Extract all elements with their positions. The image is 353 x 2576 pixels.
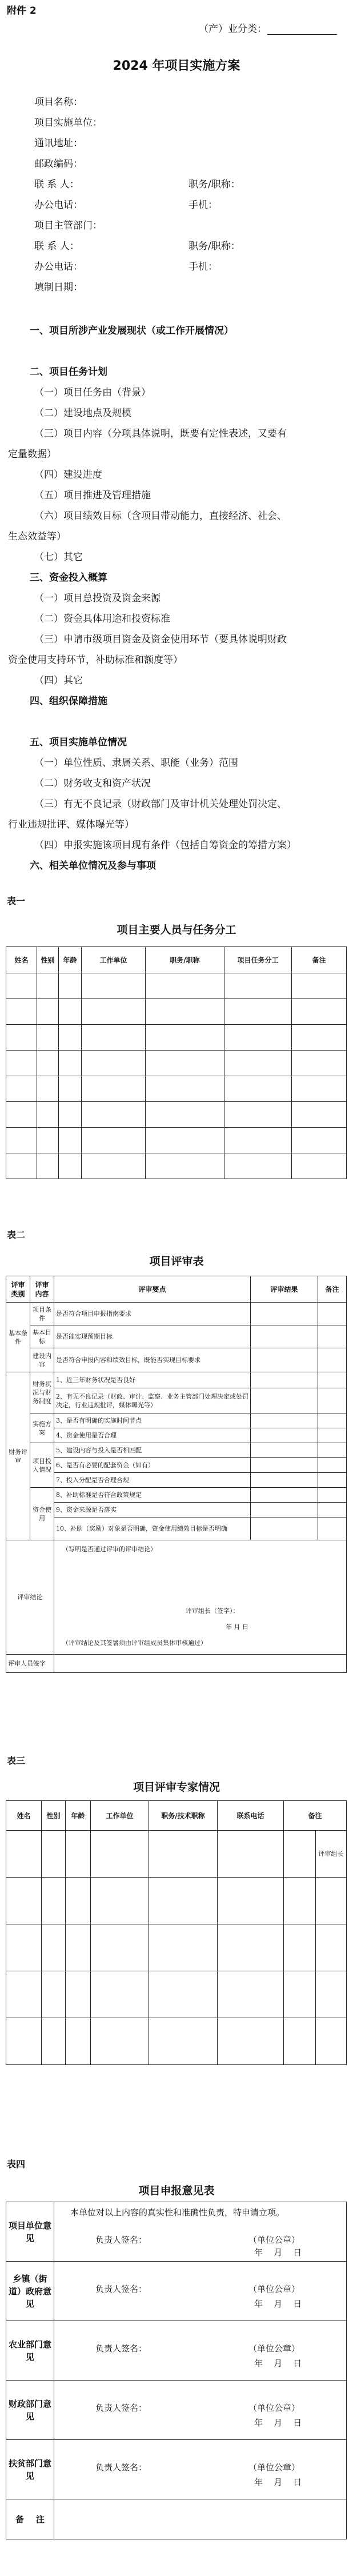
- table3: [6, 1800, 347, 2065]
- review-point: 8、补助标准是否符合政策规定: [54, 1488, 251, 1503]
- review-item: 基本目标: [30, 1325, 54, 1348]
- review-item: 财务状况与财务制度: [30, 1372, 54, 1413]
- outline-item: 生态效益等）: [8, 531, 66, 542]
- table-row: [6, 1517, 347, 1540]
- outline-item: 资金使用支持环节，补助标准和额度等）: [8, 654, 183, 666]
- table1-label: 表一: [7, 896, 26, 906]
- outline-item: （二）建设地点及规模: [34, 408, 131, 419]
- review-point: 10、补助（奖励）对象是否明确，资金使用绩效目标是否明确: [54, 1517, 251, 1540]
- section-heading: 一、项目所涉产业发展现状（或工作开展情况）: [30, 325, 234, 337]
- opinion-date: 年 月 日: [254, 2247, 302, 2258]
- section-heading: 二、项目任务计划: [30, 366, 107, 378]
- info-field: 手机：: [188, 199, 218, 211]
- table-row: [6, 2202, 347, 2262]
- table-row: [6, 1971, 347, 2018]
- attachment-label: 附件 2: [7, 5, 37, 17]
- table1-title: 项目主要人员与任务分工: [117, 924, 236, 936]
- table3-header: 联系电话: [218, 1801, 284, 1831]
- table1-header: 姓名: [6, 947, 37, 973]
- table2-header: 评审类别: [6, 1276, 30, 1303]
- section-heading: 四、组织保障措施: [30, 696, 107, 707]
- info-field: 办公电话：: [34, 261, 83, 273]
- outline-item: （五）项目推进及管理措施: [34, 490, 151, 501]
- opinion-cell: [54, 2440, 347, 2499]
- opinion-date: 年 月 日: [254, 2358, 302, 2369]
- opinion-seal: （单位公章）: [248, 2462, 300, 2473]
- opinion-seal: （单位公章）: [248, 2284, 300, 2294]
- review-category: 财务评审: [6, 1372, 30, 1540]
- section-heading: 六、相关单位情况及参与事项: [30, 860, 156, 872]
- conclusion-note: （写明是否通过评审的评审结论）: [62, 1545, 157, 1553]
- table1-header: 年龄: [59, 947, 82, 973]
- review-point: 1、近三年财务状况是否良好: [54, 1372, 251, 1388]
- remark-label: 备 注: [6, 2499, 54, 2539]
- table2: [6, 1276, 347, 1673]
- table4: [6, 2202, 347, 2539]
- review-item: 项目投入情况: [30, 1443, 54, 1488]
- info-field: 职务/职称：: [188, 241, 240, 252]
- review-point: 9、资金来源是否落实: [54, 1503, 251, 1517]
- table-row: [6, 1388, 347, 1413]
- outline-item: （三）有无不良记录（财政部门及审计机关处理处罚决定、: [34, 798, 287, 810]
- table3-header: 备注: [284, 1801, 347, 1831]
- outline-item: （一）项目总投资及资金来源: [34, 593, 161, 604]
- outline-item: 行业违规批评、媒体曝光等）: [8, 819, 134, 830]
- opinion-signer: 负责人签名：: [95, 2403, 147, 2413]
- category-label: （产）业分类：: [199, 23, 267, 35]
- table-row: [6, 2262, 347, 2321]
- table3-header: 姓名: [6, 1801, 42, 1831]
- outline-item: 定量数据）: [8, 449, 57, 460]
- table2-header: 备注: [318, 1276, 347, 1303]
- info-field: 项目实施单位：: [34, 117, 102, 129]
- info-field: 联 系 人：: [34, 179, 79, 190]
- review-item: 建设内容: [30, 1348, 54, 1372]
- table-row: [6, 1831, 347, 1878]
- table-row: [6, 1458, 347, 1473]
- table2-header: 评审结果: [251, 1276, 318, 1303]
- table-row: [6, 1503, 347, 1517]
- table1-header: 职务/职称: [146, 947, 224, 973]
- table-row: [6, 999, 347, 1025]
- outline-item: （七）其它: [34, 552, 83, 563]
- table-row: [6, 2381, 347, 2440]
- opinion-signer: 负责人签名：: [95, 2343, 147, 2354]
- opinion-seal: （单位公章）: [248, 2343, 300, 2354]
- table-row: [6, 1153, 347, 1179]
- review-point: 7、投入分配是否合理合规: [54, 1473, 251, 1488]
- table2-header: 评审内容: [30, 1276, 54, 1303]
- outline-item: （四）其它: [34, 675, 83, 686]
- info-field: 手机：: [188, 261, 218, 273]
- table-row: [6, 2499, 347, 2539]
- table-row: [6, 1348, 347, 1372]
- signature-date: 年 月 日: [226, 1623, 248, 1631]
- review-category: 基本条件: [6, 1303, 30, 1372]
- info-field: 填制日期：: [34, 282, 83, 293]
- table-row: [6, 1443, 347, 1458]
- outline-item: （二）财务收支和资产状况: [34, 778, 151, 789]
- opinion-date: 年 月 日: [254, 2299, 302, 2309]
- outline-item: （四）建设进度: [34, 469, 102, 481]
- opinion-signer: 负责人签名：: [95, 2462, 147, 2473]
- table-row: [6, 1128, 347, 1153]
- table1-header: 工作单位: [82, 947, 146, 973]
- review-point: 6、是否有必要的配套资金（如有）: [54, 1458, 251, 1473]
- table-row: [6, 1413, 347, 1428]
- table2-label: 表二: [7, 1229, 26, 1240]
- conclusion-cell: [54, 1540, 347, 1655]
- table-row: [6, 1655, 347, 1673]
- table3-header: 工作单位: [91, 1801, 149, 1831]
- table-row: [6, 1076, 347, 1102]
- table3-header: 职务/技术职称: [149, 1801, 218, 1831]
- opinion-org: 农业部门意见: [6, 2321, 54, 2381]
- opinion-signer: 负责人签名：: [95, 2235, 147, 2245]
- conclusion-footnote: （评审结论及其签署须由评审组成员集体审核通过）: [62, 1639, 207, 1647]
- info-field: 办公电话：: [34, 199, 83, 211]
- opinion-org: 扶贫部门意见: [6, 2440, 54, 2499]
- info-field: 项目名称：: [34, 97, 83, 108]
- opinion-cell: [54, 2381, 347, 2440]
- table-row: [6, 2018, 347, 2065]
- opinion-date: 年 月 日: [254, 2477, 302, 2487]
- table-row: [6, 1488, 347, 1503]
- review-point: 4、资金使用是否合理: [54, 1428, 251, 1443]
- opinion-cell: [54, 2202, 347, 2262]
- table-row: [6, 1878, 347, 1924]
- table4-title: 项目申报意见表: [138, 2184, 215, 2197]
- review-point: 3、是否有明确的实施时间节点: [54, 1413, 251, 1428]
- review-item: 实施方案: [30, 1413, 54, 1443]
- table2-title: 项目评审表: [149, 1255, 204, 1268]
- review-item: 项目条件: [30, 1303, 54, 1325]
- opinion-statement: 本单位对以上内容的真实性和准确性负责，特申请立项。: [70, 2207, 285, 2218]
- table-row: [6, 2440, 347, 2499]
- opinion-signer: 负责人签名：: [95, 2284, 147, 2294]
- signers-label: 评审人员签字: [6, 1655, 54, 1673]
- table1-header: 性别: [37, 947, 59, 973]
- table1-header: 备注: [292, 947, 347, 973]
- doc-title: 2024 年项目实施方案: [113, 59, 240, 73]
- table-row: [6, 1102, 347, 1128]
- review-point: 5、建设内容与投入是否相匹配: [54, 1443, 251, 1458]
- opinion-cell: [54, 2262, 347, 2321]
- opinion-org: 乡镇（街道）政府意见: [6, 2262, 54, 2321]
- review-point: 是否能实现预期目标: [54, 1325, 251, 1348]
- section-heading: 三、资金投入概算: [30, 572, 107, 584]
- table-row: [6, 1540, 347, 1655]
- table2-header: 评审要点: [54, 1276, 251, 1303]
- table-row: [6, 2321, 347, 2381]
- table-row: [6, 1924, 347, 1971]
- outline-item: （一）单位性质、隶属关系、职能（业务）范围: [34, 757, 238, 769]
- signature-label: 评审组长（签字）：: [186, 1607, 239, 1615]
- table-row: [6, 1325, 347, 1348]
- table1: [6, 946, 347, 1179]
- table-row: [6, 1372, 347, 1388]
- category-underline: [267, 34, 337, 35]
- table3-header: 年龄: [66, 1801, 91, 1831]
- opinion-org: 项目单位意见: [6, 2202, 54, 2262]
- opinion-seal: （单位公章）: [248, 2235, 300, 2245]
- review-point: 是否符合项目申报指南要求: [54, 1303, 251, 1325]
- table-row: [6, 1428, 347, 1443]
- outline-item: （三）申请市级项目资金及资金使用环节（要具体说明财政: [34, 634, 287, 645]
- outline-item: （一）项目任务由（背景）: [34, 387, 151, 398]
- table-row: [6, 1473, 347, 1488]
- remark-note: 评审组长: [316, 1831, 347, 1878]
- table-row: [6, 973, 347, 999]
- table3-label: 表三: [7, 1755, 26, 1766]
- info-field: 邮政编码：: [34, 158, 83, 170]
- info-field: 职务/职称：: [188, 179, 240, 190]
- review-point: 是否符合申报内容和绩效目标，既能否实现目标要求: [54, 1348, 251, 1372]
- table4-label: 表四: [7, 2159, 26, 2170]
- table-row: [6, 1025, 347, 1051]
- table3-title: 项目评审专家情况: [133, 1781, 220, 1794]
- section-heading: 五、项目实施单位情况: [30, 737, 127, 748]
- opinion-date: 年 月 日: [254, 2418, 302, 2428]
- opinion-seal: （单位公章）: [248, 2403, 300, 2413]
- review-item: 资金使用: [30, 1488, 54, 1540]
- table-row: [6, 1303, 347, 1325]
- review-category: 评审结论: [6, 1540, 54, 1655]
- outline-item: （四）申报实施该项目现有条件（包括自筹资金的筹措方案）: [34, 840, 296, 851]
- review-point: 2、有无不良记录（财政、审计、监察、业务主管部门处理决定或处罚决定，行业违规批评，媒体曝光等）: [54, 1388, 251, 1413]
- info-field: 项目主管部门：: [34, 220, 102, 231]
- info-field: 通讯地址：: [34, 138, 83, 149]
- outline-item: （二）资金具体用途和投资标准: [34, 613, 170, 625]
- opinion-cell: [54, 2321, 347, 2381]
- table-row: [6, 1051, 347, 1076]
- table3-header: 性别: [42, 1801, 66, 1831]
- outline-item: （三）项目内容（分项具体说明，既要有定性表述，又要有: [34, 428, 287, 440]
- table1-header: 项目任务分工: [224, 947, 292, 973]
- info-field: 联 系 人：: [34, 241, 79, 252]
- opinion-org: 财政部门意见: [6, 2381, 54, 2440]
- outline-item: （六）项目绩效目标（含项目带动能力，直接经济、社会、: [34, 510, 287, 522]
